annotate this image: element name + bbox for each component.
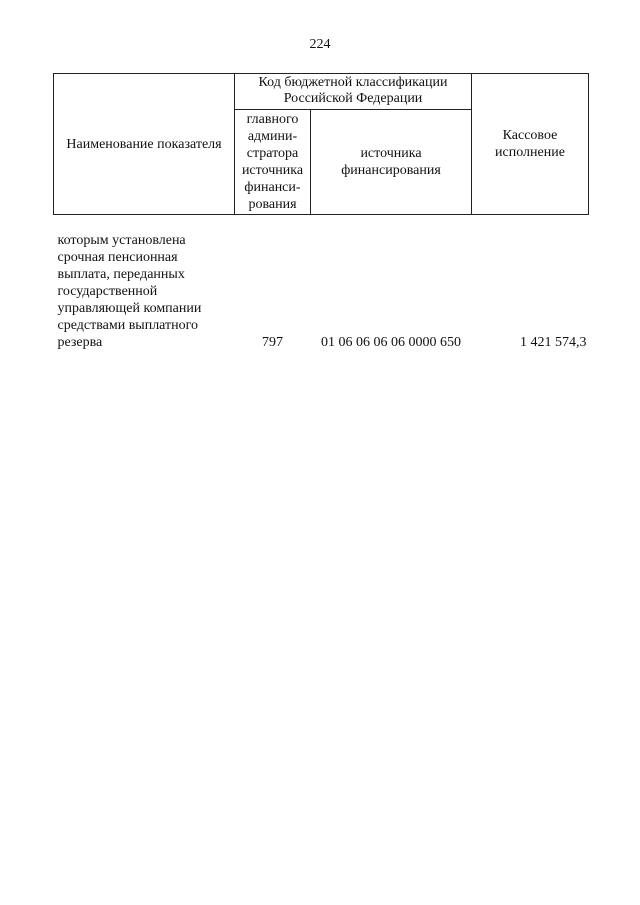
header-source-line: финансирования [341,162,441,178]
header-source [311,109,472,214]
header-code-group [235,74,472,110]
header-admin-line: стратора [246,145,299,161]
table-header [54,74,589,215]
indicator-name-line: срочная пенсионная [57,250,178,265]
header-admin-line: источника [241,162,304,178]
indicator-name-cell [54,232,235,353]
indicator-name-line: которым установлена [57,233,186,248]
header-admin-line: финанси- [244,179,301,195]
table-body [54,215,589,354]
spacer-cell [54,215,589,233]
header-admin-line: рования [248,196,297,212]
header-admin-line: главного [246,111,299,127]
header-code-line: Российской Федерации [283,91,423,107]
execution-value-cell: 1 421 574,3 [520,335,587,350]
header-execution-line: Кассовое [502,128,558,143]
indicator-name-line: средствами выплатного [57,318,199,333]
indicator-name-line: выплата, переданных [57,267,185,282]
admin-code-cell: 797 [262,335,283,350]
source-code-cell: 01 06 06 06 06 0000 650 [321,335,461,350]
indicator-name-line: государственной [57,284,158,299]
header-execution [472,74,589,215]
header-code-line: Код бюджетной классификации [258,75,448,91]
indicator-name-line: управляющей компании [57,301,202,316]
header-indicator-name: Наименование показателя [54,74,235,215]
page-number: 224 [309,37,331,52]
header-admin [235,109,311,214]
table-row [54,232,589,353]
header-admin-line: админи- [247,128,298,144]
budget-table [53,73,589,353]
header-execution-line: исполнение [495,145,565,160]
spacer-row [54,215,589,233]
header-source-line: источника [360,145,422,161]
indicator-name-line: резерва [57,335,103,350]
